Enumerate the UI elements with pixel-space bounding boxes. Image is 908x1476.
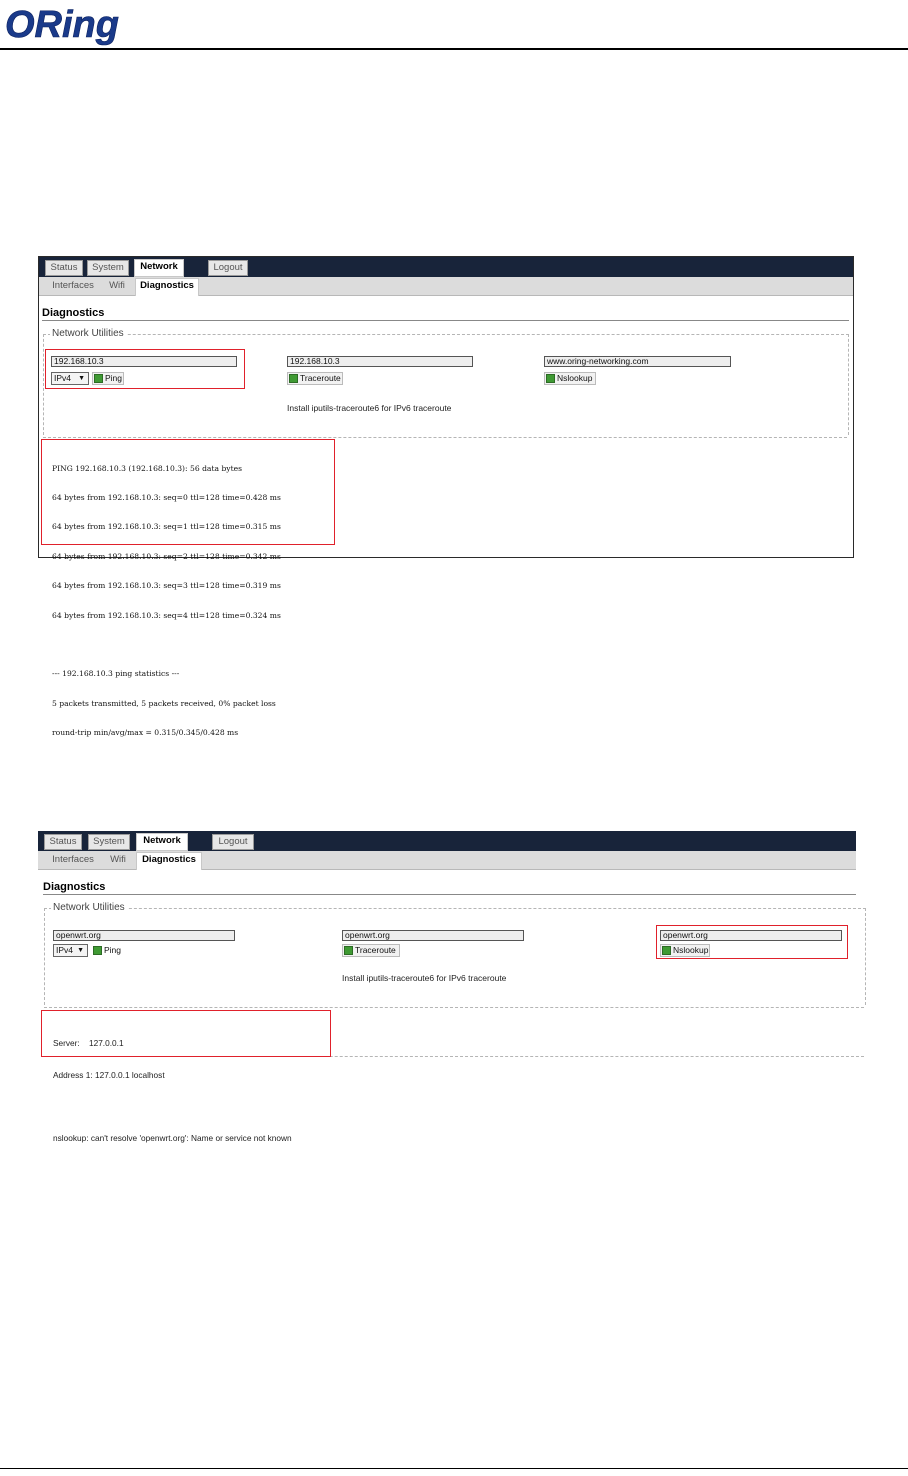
- nslookup-button-label: Nslookup: [673, 945, 709, 955]
- sub-menu-bar: [38, 851, 856, 870]
- menu-tab-logout[interactable]: Logout: [212, 834, 254, 850]
- nslookup-output: [53, 1017, 292, 1164]
- traceroute-button-label: Traceroute: [355, 945, 396, 955]
- traceroute-host-input[interactable]: 192.168.10.3: [287, 356, 473, 367]
- page-title: Diagnostics: [43, 881, 106, 893]
- fieldset-legend: Network Utilities: [52, 328, 124, 339]
- traceroute-button[interactable]: [342, 944, 400, 957]
- run-icon: [289, 374, 298, 383]
- svg-text:ORing: ORing: [5, 4, 119, 46]
- sub-tab-diagnostics[interactable]: Diagnostics: [135, 278, 199, 296]
- run-icon: [93, 946, 102, 955]
- ping-host-input[interactable]: openwrt.org: [53, 930, 235, 941]
- nslookup-button[interactable]: [660, 944, 710, 957]
- menu-tab-status[interactable]: Status: [44, 834, 82, 850]
- ping-output: [52, 444, 281, 758]
- main-menu-bar: [39, 257, 853, 277]
- menu-tab-status[interactable]: Status: [45, 260, 83, 276]
- ping-host-input[interactable]: 192.168.10.3: [51, 356, 237, 367]
- chevron-down-icon: ▼: [77, 947, 84, 954]
- traceroute-note: Install iputils-traceroute6 for IPv6 traceroute: [342, 973, 507, 983]
- nslookup-button-label: Nslookup: [557, 373, 593, 383]
- nslookup-diagnostics-screenshot: [38, 831, 856, 1143]
- nslookup-host-input[interactable]: openwrt.org: [660, 930, 842, 941]
- output-line: nslookup: can't resolve 'openwrt.org': Name or service not known: [53, 1132, 292, 1143]
- sub-tab-wifi[interactable]: Wifi: [109, 280, 125, 291]
- output-line: 64 bytes from 192.168.10.3: seq=1 ttl=128 time=0.315 ms: [52, 522, 281, 532]
- traceroute-button[interactable]: [287, 372, 343, 385]
- run-icon: [546, 374, 555, 383]
- traceroute-host-input[interactable]: openwrt.org: [342, 930, 524, 941]
- title-rule: [42, 320, 849, 321]
- output-line: 64 bytes from 192.168.10.3: seq=4 ttl=128 time=0.324 ms: [52, 610, 281, 620]
- ping-button-label: Ping: [105, 373, 123, 383]
- traceroute-button-label: Traceroute: [300, 373, 341, 383]
- nslookup-button[interactable]: [544, 372, 596, 385]
- oring-logo: [3, 0, 153, 46]
- ip-version-select[interactable]: [51, 372, 89, 385]
- nslookup-host-input[interactable]: www.oring-networking.com: [544, 356, 731, 367]
- sub-tab-interfaces[interactable]: Interfaces: [52, 280, 94, 291]
- output-line: 64 bytes from 192.168.10.3: seq=3 ttl=128 time=0.319 ms: [52, 581, 281, 591]
- network-utilities-fieldset: [43, 328, 849, 435]
- output-line: Address 1: 127.0.0.1 localhost: [53, 1069, 165, 1080]
- menu-tab-network[interactable]: Network: [134, 259, 184, 277]
- sub-tab-interfaces[interactable]: Interfaces: [52, 854, 94, 865]
- sub-tab-wifi[interactable]: Wifi: [110, 854, 126, 865]
- network-utilities-fieldset: [44, 902, 866, 1005]
- output-line: 64 bytes from 192.168.10.3: seq=0 ttl=128 time=0.428 ms: [52, 492, 281, 502]
- ping-button-label: Ping: [104, 945, 122, 955]
- output-line: [52, 640, 281, 650]
- ip-version-value: IPv4: [56, 945, 74, 955]
- ping-button[interactable]: [91, 944, 123, 957]
- output-line: --- 192.168.10.3 ping statistics ---: [52, 669, 180, 679]
- output-line: Server: 127.0.0.1: [53, 1038, 124, 1048]
- output-line: PING 192.168.10.3 (192.168.10.3): 56 data bytes: [52, 463, 243, 473]
- ping-button[interactable]: [92, 372, 124, 385]
- main-menu-bar: [38, 831, 856, 851]
- menu-tab-logout[interactable]: Logout: [208, 260, 248, 276]
- page-title: Diagnostics: [42, 307, 105, 319]
- ip-version-value: IPv4: [54, 373, 72, 383]
- run-icon: [344, 946, 353, 955]
- menu-tab-network[interactable]: Network: [136, 833, 188, 851]
- header-rule: [0, 48, 908, 50]
- output-line: [53, 1101, 292, 1112]
- output-line: round-trip min/avg/max = 0.315/0.345/0.428 ms: [52, 728, 239, 738]
- sub-tab-diagnostics[interactable]: Diagnostics: [136, 852, 202, 870]
- traceroute-note: Install iputils-traceroute6 for IPv6 traceroute: [287, 403, 452, 413]
- run-icon: [662, 946, 671, 955]
- output-line: 5 packets transmitted, 5 packets received, 0% packet loss: [52, 698, 276, 708]
- menu-tab-system[interactable]: System: [88, 834, 130, 850]
- run-icon: [94, 374, 103, 383]
- title-rule: [43, 894, 856, 895]
- fieldset-legend: Network Utilities: [53, 902, 125, 913]
- output-line: 64 bytes from 192.168.10.3: seq=2 ttl=128 time=0.342 ms: [52, 551, 281, 561]
- sub-menu-bar: [39, 277, 853, 296]
- footer-rule: [0, 1468, 908, 1469]
- menu-tab-system[interactable]: System: [87, 260, 129, 276]
- ping-diagnostics-screenshot: [38, 256, 854, 738]
- ip-version-select[interactable]: [53, 944, 88, 957]
- chevron-down-icon: ▼: [78, 375, 85, 382]
